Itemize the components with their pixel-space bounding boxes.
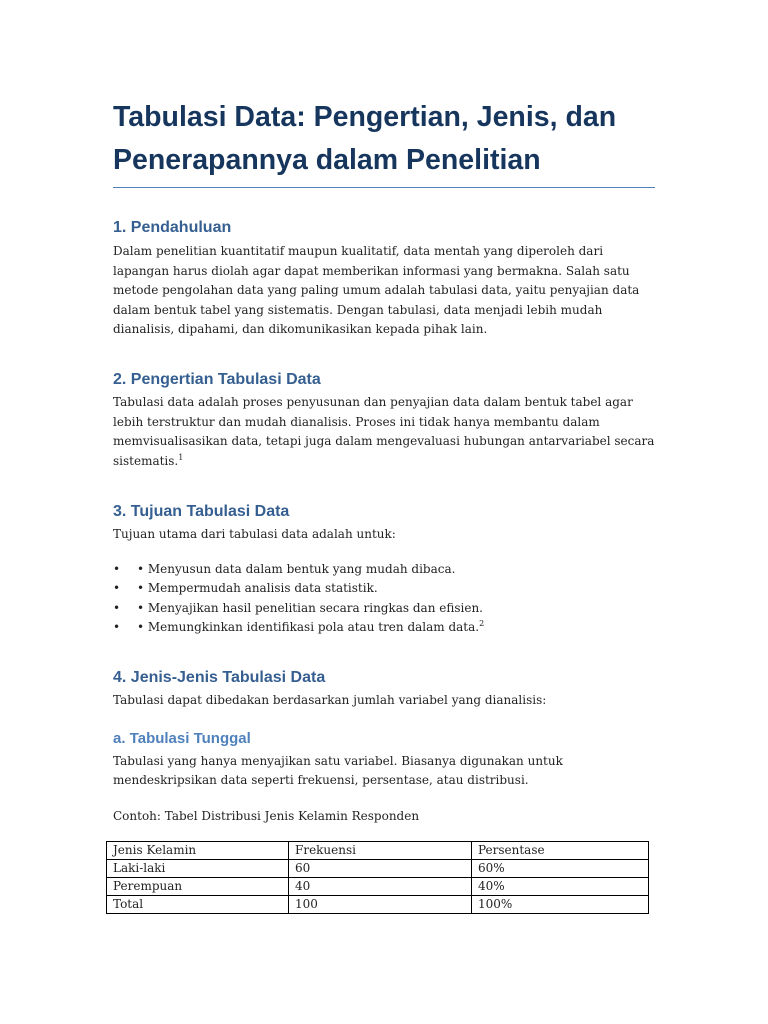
bullet-icon: •: [113, 619, 121, 634]
single-tabulation-paragraph: Tabulasi yang hanya menyajikan satu variabel. Biasanya digunakan untuk mendeskripsikan data seperti frekuensi, persentase, atau distribusi.: [113, 753, 563, 788]
subsection-heading-single-tabulation: a. Tabulasi Tunggal: [113, 729, 251, 747]
list-item-text: • Memungkinkan identifikasi pola atau tren dalam data.: [137, 619, 480, 634]
table-cell: Laki-laki: [107, 859, 289, 877]
table-cell: 100%: [472, 895, 649, 913]
list-item-text: • Menyajikan hasil penelitian secara ringkas dan efisien.: [137, 600, 483, 615]
table-cell: 60%: [472, 859, 649, 877]
list-item: [113, 618, 655, 637]
table-header-cell: Frekuensi: [289, 841, 472, 859]
table-row: [107, 859, 649, 877]
footnote-ref-1[interactable]: 1: [178, 452, 184, 462]
bullet-icon: •: [113, 600, 121, 615]
table-row: [107, 895, 649, 913]
section-heading-types: 4. Jenis-Jenis Tabulasi Data: [113, 669, 326, 687]
table-header-row: [107, 841, 649, 859]
table-cell: 100: [289, 895, 472, 913]
gender-distribution-table: [106, 841, 649, 914]
example-caption: Contoh: Tabel Distribusi Jenis Kelamin Responden: [113, 808, 420, 823]
document-title: Tabulasi Data: Pengertian, Jenis, dan Penerapannya dalam Penelitian: [113, 96, 655, 188]
purpose-list: [113, 560, 655, 637]
table-cell: 40%: [472, 877, 649, 895]
table-header-cell: Jenis Kelamin: [107, 841, 289, 859]
bullet-icon: •: [113, 581, 121, 596]
types-intro: Tabulasi dapat dibedakan berdasarkan jumlah variabel yang dianalisis:: [113, 693, 547, 708]
definition-paragraph: [113, 393, 655, 471]
list-item-text: • Mempermudah analisis data statistik.: [137, 581, 378, 596]
document-page: [113, 96, 655, 914]
list-item: [113, 599, 655, 618]
footnote-ref-2[interactable]: 2: [479, 618, 485, 628]
table-cell: 40: [289, 877, 472, 895]
table-cell: Perempuan: [107, 877, 289, 895]
definition-text: Tabulasi data adalah proses penyusunan dan penyajian data dalam bentuk tabel agar lebih terstruktur dan mudah dianalisis. Proses ini tidak hanya membantu dalam memvisualisasikan data, tetapi juga dalam mengevaluasi hubungan antarvariabel secara sistematis.: [113, 394, 655, 468]
table-row: [107, 877, 649, 895]
section-heading-purpose: 3. Tujuan Tabulasi Data: [113, 503, 290, 521]
table-cell: 60: [289, 859, 472, 877]
section-heading-introduction: 1. Pendahuluan: [113, 219, 232, 236]
table-header-cell: Persentase: [472, 841, 649, 859]
purpose-intro: Tujuan utama dari tabulasi data adalah untuk:: [113, 527, 396, 542]
section-heading-definition: 2. Pengertian Tabulasi Data: [113, 370, 321, 388]
list-item-text: • Menyusun data dalam bentuk yang mudah dibaca.: [137, 561, 456, 576]
bullet-icon: •: [113, 561, 121, 576]
table-cell: Total: [107, 895, 289, 913]
list-item: [113, 579, 655, 598]
list-item: [113, 560, 655, 579]
introduction-paragraph: Dalam penelitian kuantitatif maupun kualitatif, data mentah yang diperoleh dari lapangan harus diolah agar dapat memberikan informasi yang bermakna. Salah satu metode pengolahan data yang paling umum adalah tabulasi data, yaitu penyajian data dalam bentuk tabel yang sistematis. Dengan tabulasi, data menjadi lebih mudah dianalisis, dipahami, dan dikomunikasikan kepada pihak lain.: [113, 244, 640, 337]
